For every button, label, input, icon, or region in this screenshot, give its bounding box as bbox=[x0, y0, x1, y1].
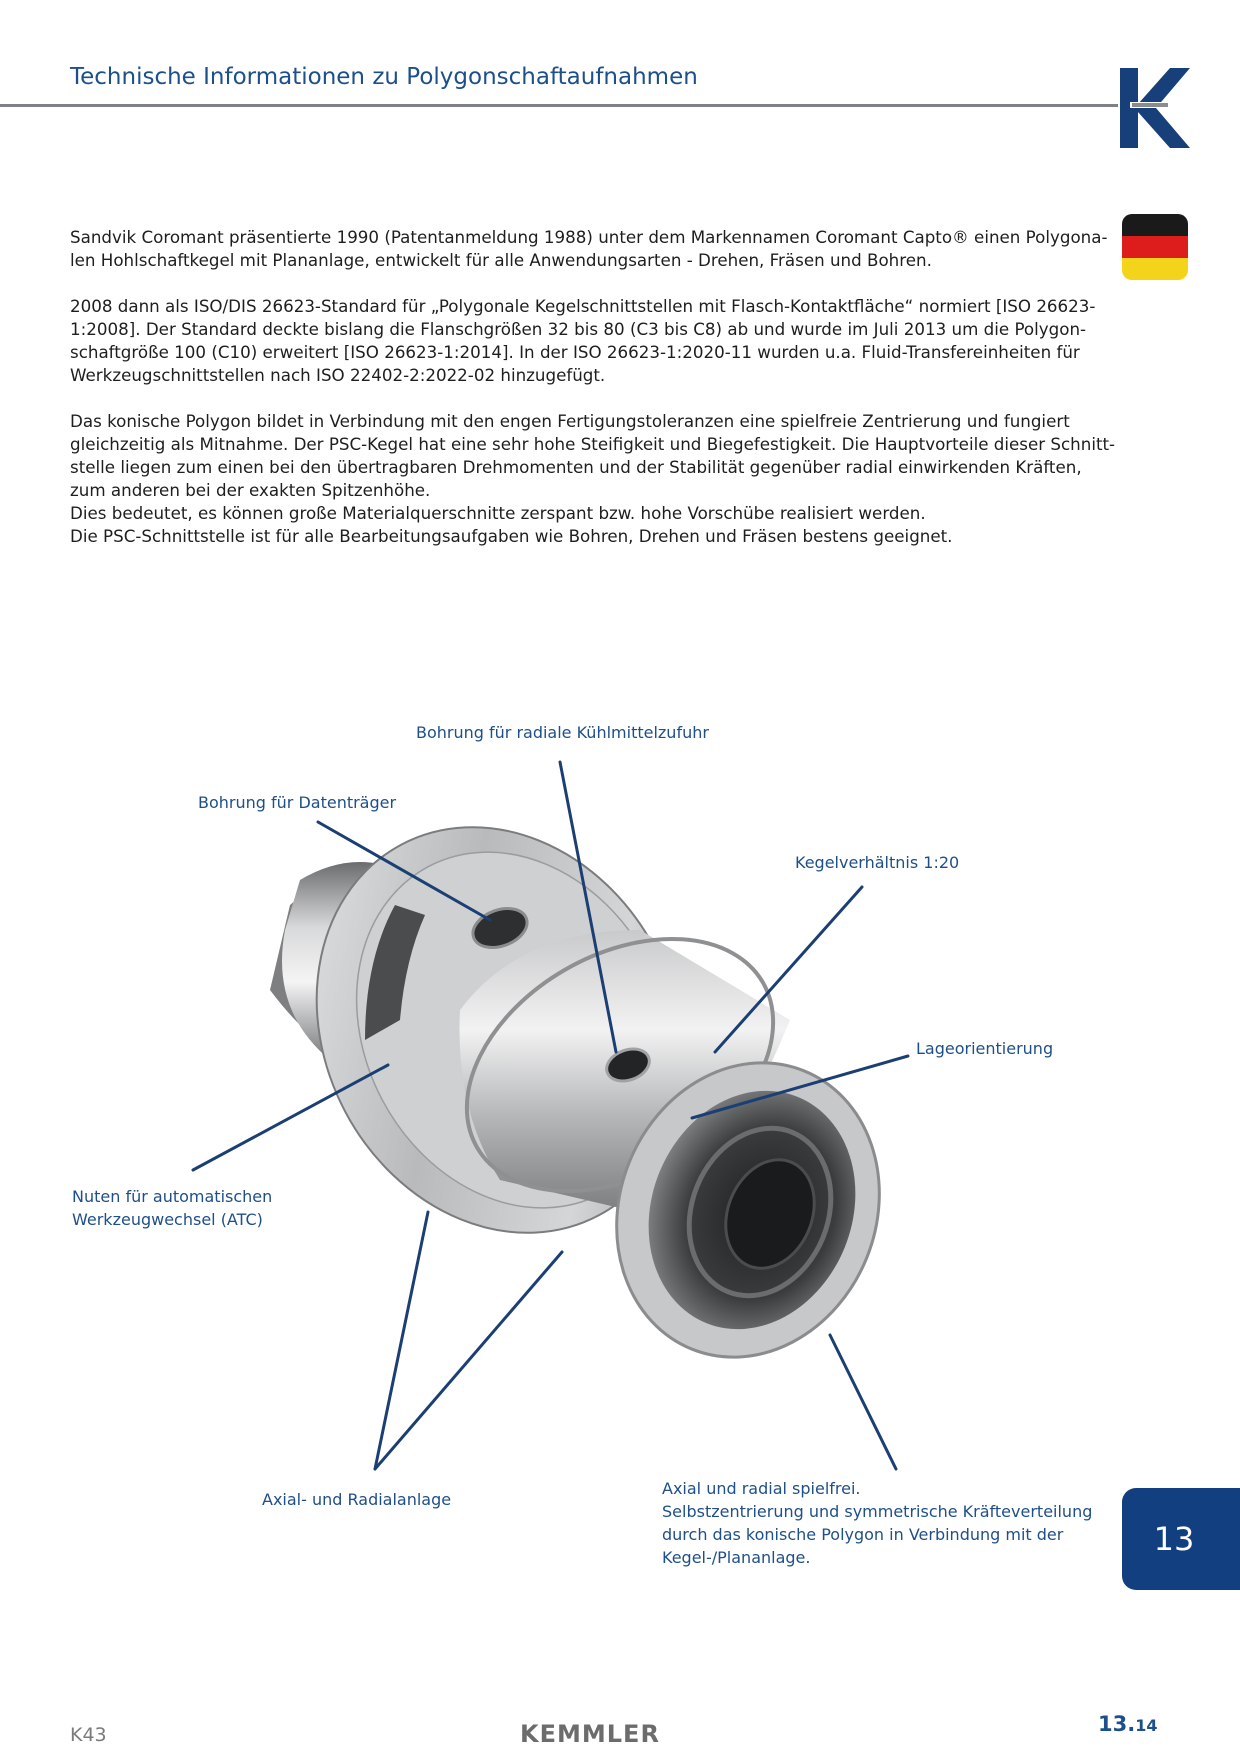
callout-atc-grooves: Nuten für automatischen Werkzeugwechsel (ATC) bbox=[72, 1187, 273, 1229]
intro-text bbox=[70, 226, 1116, 571]
page-number: 13.14 bbox=[1098, 1712, 1158, 1736]
callout-axial-radial-contact: Axial- und Radialanlage bbox=[262, 1490, 452, 1509]
chapter-number: 13 bbox=[1153, 1520, 1195, 1558]
callout-taper-ratio: Kegelverhältnis 1:20 bbox=[795, 853, 960, 872]
psc-holder-illustration bbox=[0, 690, 1240, 1590]
header-divider bbox=[0, 104, 1118, 107]
paragraph-2: 2008 dann als ISO/DIS 26623-Standard für „Polygonale Kegelschnittstellen mit Flasch-Kontaktfläche“ normiert [ISO 26623- 1:2008]. Der Standard deckte bislang die Flanschgrößen 32 bis 80 (C3 bis C8) ab und wurde im Juli 2013 um die Polygon- schaftgröße 100 (C10) erweitert [ISO 26623-1:2014]. In der ISO 26623-1:2020-11 wurden u.a. Fluid-Transfereinheiten für Werkzeugschnittstellen nach ISO 22402-2:2022-02 hinzugefügt. bbox=[70, 296, 1096, 385]
paragraph-3: Das konische Polygon bildet in Verbindung mit den engen Fertigungstoleranzen eine spielfreie Zentrierung und fungiert gleichzeitig als Mitnahme. Der PSC-Kegel hat eine sehr hohe Steifigkeit und Biegefestigkeit. Die Hauptvorteile dieser Schnitt- stelle liegen zum einen bei den übertragbaren Drehmomenten und der Stabilität gegenüber radial einwirkenden Kräften, zum anderen bei der exakten Spitzenhöhe. Dies bedeutet, es können große Materialquerschnitte zerspant bzw. hohe Vorschübe realisiert werden. Die PSC-Schnittstelle ist für alle Bearbeitungsaufgaben wie Bohren, Drehen und Fräsen bestens geeignet. bbox=[70, 411, 1116, 546]
leader-axial-radial-2 bbox=[375, 1252, 562, 1469]
leader-axial-radial-1 bbox=[375, 1212, 428, 1469]
leader-play-free bbox=[830, 1335, 896, 1469]
chapter-tab[interactable] bbox=[1122, 1488, 1240, 1590]
leader-taper-ratio bbox=[715, 887, 862, 1052]
paragraph-1: Sandvik Coromant präsentierte 1990 (Patentanmeldung 1988) unter dem Markennamen Coromant Capto® einen Polygona- len Hohlschaftkegel mit Plananlage, entwickelt für alle Anwendungsarten - Drehen, Fräsen und Bohren. bbox=[70, 227, 1108, 270]
callout-coolant-bore: Bohrung für radiale Kühlmittelzufuhr bbox=[416, 723, 709, 742]
germany-flag-icon bbox=[1122, 214, 1188, 280]
callout-orientation: Lageorientierung bbox=[916, 1039, 1054, 1058]
page-title: Technische Informationen zu Polygonschaftaufnahmen bbox=[70, 64, 698, 90]
callout-play-free: Axial und radial spielfrei. Selbstzentrierung und symmetrische Kräfteverteilung durch das konische Polygon in Verbindung mit der Kegel-/Plananlage. bbox=[662, 1479, 1093, 1567]
footer-catalog-code: K43 bbox=[70, 1724, 107, 1746]
kemmler-logo bbox=[1118, 66, 1192, 150]
footer-brand: KEMMLER bbox=[520, 1720, 660, 1748]
callout-data-carrier-bore: Bohrung für Datenträger bbox=[198, 793, 397, 812]
